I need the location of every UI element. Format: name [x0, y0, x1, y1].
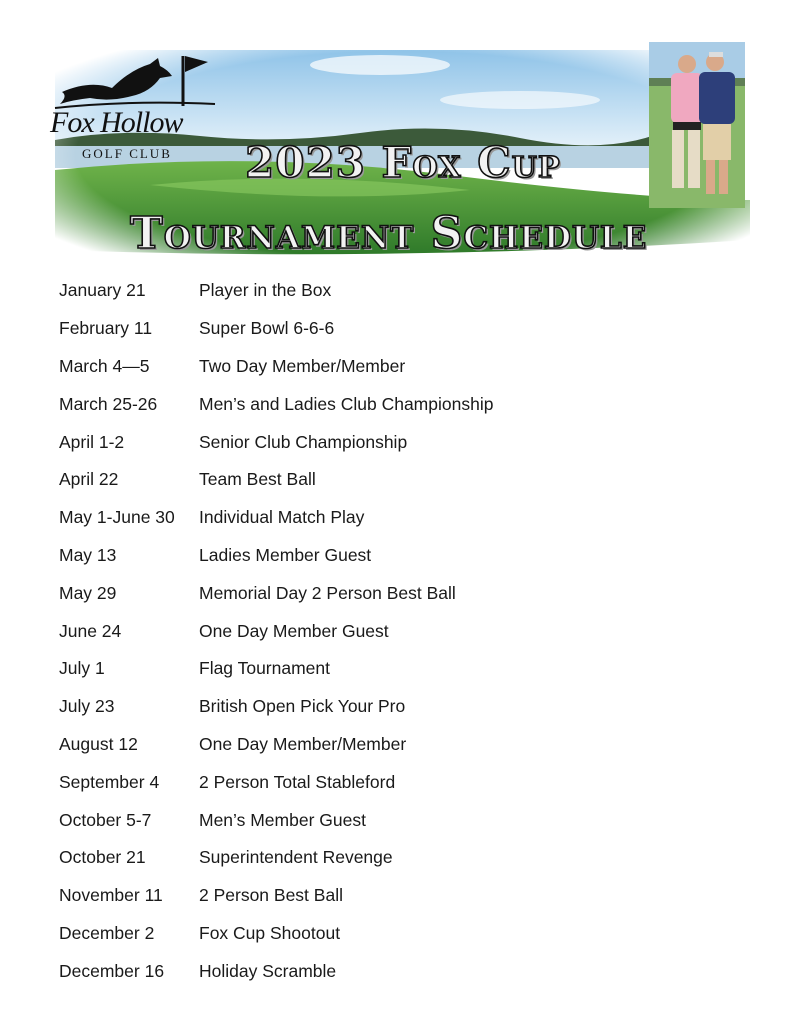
event-name: British Open Pick Your Pro	[199, 696, 406, 717]
event-date: August 12	[59, 733, 138, 754]
event-date: December 2	[59, 922, 155, 943]
event-name: One Day Member/Member	[199, 733, 407, 754]
schedule-row	[59, 877, 759, 915]
schedule-row	[59, 574, 759, 612]
event-name: One Day Member Guest	[199, 620, 389, 641]
schedule-row	[59, 952, 759, 990]
event-name: Team Best Ball	[199, 469, 316, 490]
tournament-schedule-list	[59, 272, 759, 990]
event-name: Ladies Member Guest	[199, 544, 372, 565]
schedule-row	[59, 612, 759, 650]
logo-wordmark: Fox Hollow	[50, 106, 183, 139]
event-date: February 11	[59, 318, 153, 339]
event-date: June 24	[59, 620, 122, 641]
logo-subtitle: GOLF CLUB	[82, 146, 172, 161]
schedule-row	[59, 461, 759, 499]
event-date: April 22	[59, 469, 119, 490]
header-banner	[0, 0, 791, 270]
event-date: December 16	[59, 960, 165, 981]
event-name: Player in the Box	[199, 280, 332, 301]
event-name: Flag Tournament	[199, 658, 331, 679]
schedule-row	[59, 272, 759, 310]
schedule-row	[59, 385, 759, 423]
event-date: October 21	[59, 847, 146, 868]
event-date: July 1	[59, 658, 105, 679]
event-date: November 11	[59, 885, 163, 906]
event-name: Individual Match Play	[199, 507, 365, 528]
event-name: Men’s Member Guest	[199, 809, 366, 830]
schedule-row	[59, 423, 759, 461]
event-date: September 4	[59, 771, 160, 792]
event-name: Senior Club Championship	[199, 431, 408, 452]
event-name: Holiday Scramble	[199, 960, 337, 981]
event-name: Superintendent Revenge	[199, 847, 393, 868]
event-date: May 13	[59, 544, 117, 565]
event-date: May 29	[59, 582, 117, 603]
schedule-row	[59, 839, 759, 877]
schedule-row	[59, 915, 759, 953]
event-date: January 21	[59, 280, 146, 301]
page-title-line-1: 2023 Fox Cup	[245, 138, 561, 187]
event-name: Two Day Member/Member	[199, 355, 406, 376]
event-name: Fox Cup Shootout	[199, 922, 341, 943]
event-date: July 23	[59, 696, 115, 717]
schedule-row	[59, 688, 759, 726]
event-name: Super Bowl 6-6-6	[199, 318, 335, 339]
schedule-row	[59, 763, 759, 801]
page-title-line-2: Tournament Schedule	[130, 208, 648, 259]
event-date: March 25-26	[59, 393, 158, 414]
winners-photo	[649, 42, 745, 208]
schedule-row	[59, 537, 759, 575]
event-name: 2 Person Total Stableford	[199, 771, 396, 792]
event-name: 2 Person Best Ball	[199, 885, 343, 906]
schedule-row	[59, 310, 759, 348]
event-date: October 5-7	[59, 809, 152, 830]
event-date: April 1-2	[59, 431, 125, 452]
event-date: March 4—5	[59, 355, 150, 376]
schedule-row	[59, 801, 759, 839]
schedule-row	[59, 499, 759, 537]
schedule-row	[59, 726, 759, 764]
schedule-row	[59, 348, 759, 386]
event-name: Men’s and Ladies Club Championship	[199, 393, 494, 414]
event-name: Memorial Day 2 Person Best Ball	[199, 582, 456, 603]
schedule-row	[59, 650, 759, 688]
event-date: May 1-June 30	[59, 507, 175, 528]
